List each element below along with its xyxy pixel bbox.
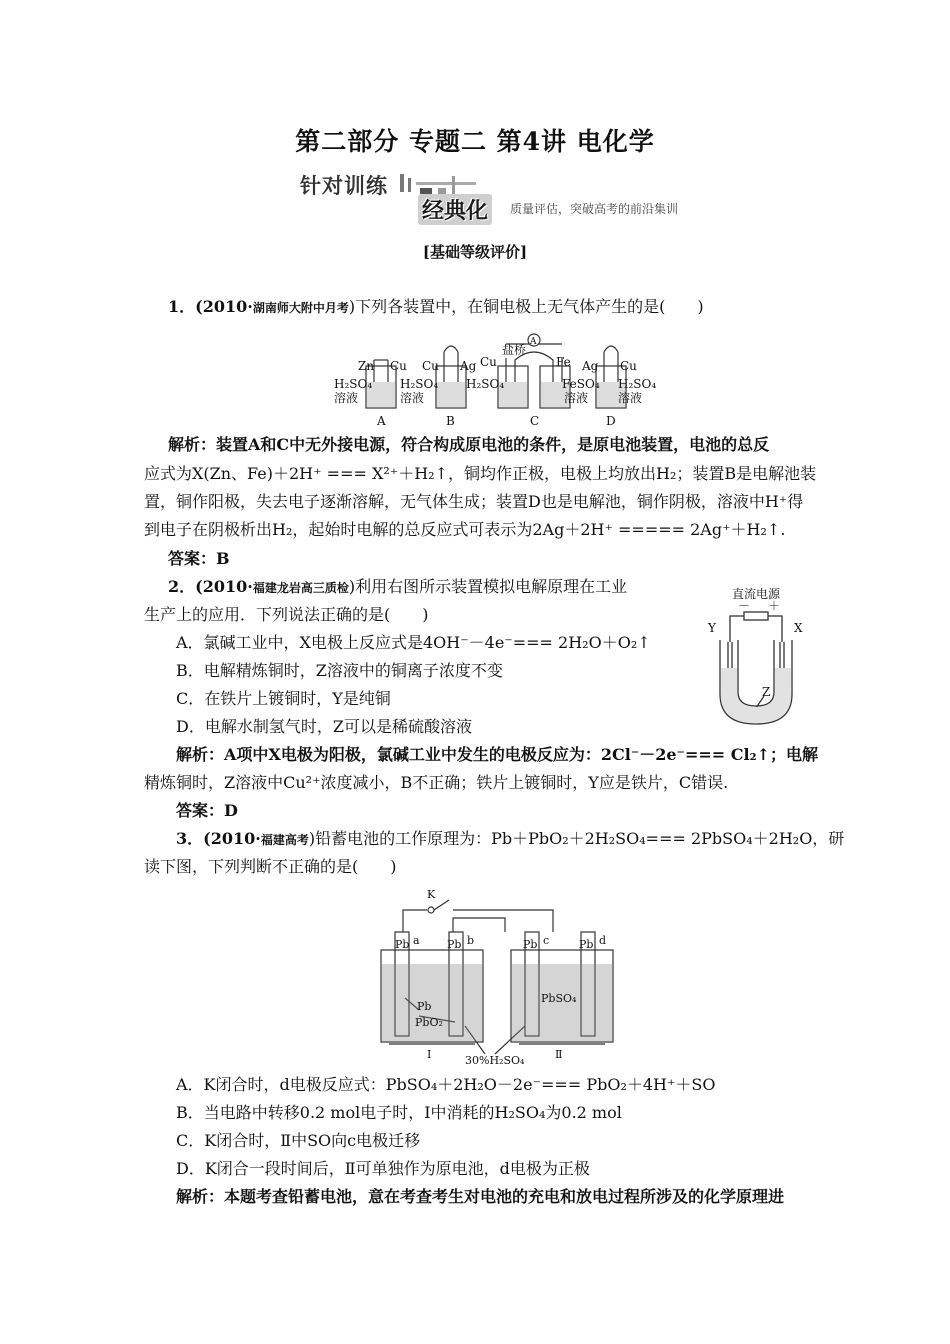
q2-fig-minus: － (738, 599, 751, 613)
q2-fig-y: Y (708, 621, 716, 635)
q3-option-b: B．当电路中转移0.2 mol电子时，Ⅰ中消耗的H₂SO₄为0.2 mol (176, 1103, 622, 1122)
q1-fig-label-c: C (530, 414, 540, 428)
q1-fig-cu-c: Cu (480, 355, 497, 369)
q3-text: )铅蓄电池的工作原理为：Pb＋PbO₂＋2H₂SO₄=== 2PbSO₄＋2H₂O，研 (308, 829, 845, 848)
q2-answer: 答案：D (176, 801, 238, 820)
q1-fig-h2so4-a: H₂SO₄ (334, 377, 373, 391)
q1-fig-label-b: B (446, 414, 455, 428)
q3-number: 3．(2010· (176, 829, 261, 848)
q2-text: )利用右图所示装置模拟电解原理在工业 (348, 577, 628, 596)
q1-analysis-1: 解析：装置A和C中无外接电源，符合构成原电池的条件，是原电池装置，电池的总反 (168, 435, 770, 454)
q3-fig-pb-d: Pb (579, 938, 594, 951)
q3-fig-label-c: c (543, 934, 550, 947)
q1-fig-rongye-a: 溶液 (334, 391, 359, 405)
q3-fig-pb-b: Pb (447, 938, 462, 951)
q1-stem (168, 293, 838, 322)
q3-fig-label-a: a (413, 934, 420, 947)
q3-fig-pbo2: PbO₂ (415, 1016, 443, 1029)
q3-figure (375, 886, 615, 1066)
q3-fig-label-d: d (599, 934, 607, 947)
banner-decor-icon (390, 172, 500, 194)
q3-source: 福建高考 (260, 833, 309, 847)
q3-analysis-1: 解析：本题考查铅蓄电池，意在考查考生对电池的充电和放电过程所涉及的化学原理进 (176, 1187, 785, 1206)
q2-option-c: C．在铁片上镀铜时，Y是纯铜 (176, 689, 391, 708)
q1-fig-cu-b: Cu (422, 359, 439, 373)
q2-source: 福建龙岩高三质检 (252, 581, 349, 595)
q1-number: 1．(2010· (168, 297, 253, 316)
q1-fig-ag-b: Ag (460, 359, 477, 373)
banner-slogan: 质量评估，突破高考的前沿集训 (510, 202, 679, 216)
q1-fig-ag-d: Ag (582, 359, 599, 373)
q1-fig-cu-a: Cu (390, 359, 407, 373)
q2-analysis-1: 解析：A项中X电极为阳极，氯碱工业中发生的电极反应为：2Cl⁻－2e⁻=== Cl₂↑；电解 (176, 745, 818, 764)
q1-fig-h2so4-c: H₂SO₄ (466, 377, 505, 391)
q1-fig-yanqiao: 盐桥 (502, 343, 527, 357)
q1-fig-cu-d: Cu (620, 359, 637, 373)
q3-fig-pb-a: Pb (395, 938, 410, 951)
q1-fig-feso4: FeSO₄ (562, 377, 600, 391)
q1-answer: 答案：B (168, 549, 230, 568)
q3-fig-pb-electrode: Pb (417, 1000, 432, 1013)
q3-fig-cell-i: Ⅰ (427, 1048, 432, 1061)
q2-figure (702, 584, 812, 734)
q1-fig-rongye-c: 溶液 (564, 391, 589, 405)
q1-fig-ammeter-icon: A (530, 337, 537, 347)
q3-fig-cell-ii: Ⅱ (555, 1048, 563, 1061)
q1-fig-rongye-b: 溶液 (400, 391, 425, 405)
q1-figure (330, 330, 660, 430)
q3-stem-2: 读下图，下列判断不正确的是( ) (144, 857, 397, 876)
q3-option-a: A．K闭合时，d电极反应式：PbSO₄＋2H₂O－2e⁻=== PbO₂＋4H⁺＋SO (176, 1075, 716, 1094)
q2-number: 2．(2010· (168, 577, 253, 596)
q3-option-d: D．K闭合一段时间后，Ⅱ可单独作为原电池，d电极为正极 (176, 1159, 590, 1178)
q3-fig-pbso4: PbSO₄ (541, 992, 577, 1005)
q1-fig-label-a: A (377, 414, 386, 428)
q2-fig-power: 直流电源 (732, 587, 781, 601)
q3-fig-label-b: b (467, 934, 475, 947)
q2-fig-x: X (794, 621, 803, 635)
q2-option-b: B．电解精炼铜时，Z溶液中的铜离子浓度不变 (176, 661, 503, 680)
q3-fig-k: K (427, 888, 436, 901)
q3-stem-1 (176, 825, 846, 854)
q2-fig-plus: ＋ (768, 599, 781, 613)
q1-source: 湖南师大附中月考 (252, 301, 349, 315)
q1-text: )下列各装置中，在铜电极上无气体产生的是( ) (348, 297, 704, 316)
banner-left-text: 针对训练 (300, 173, 388, 198)
q1-fig-label-d: D (606, 414, 616, 428)
banner-big-text: 经典化 (418, 194, 492, 225)
q1-fig-zn: Zn (358, 359, 375, 373)
q3-option-c: C．K闭合时，Ⅱ中SO向c电极迁移 (176, 1131, 421, 1150)
q1-fig-h2so4-b: H₂SO₄ (400, 377, 439, 391)
q1-fig-rongye-d: 溶液 (618, 391, 643, 405)
q2-option-a: A．氯碱工业中，X电极上反应式是4OH⁻－4e⁻=== 2H₂O＋O₂↑ (176, 633, 651, 652)
q2-option-d: D．电解水制氢气时，Z可以是稀硫酸溶液 (176, 717, 472, 736)
q3-fig-acid: 30%H₂SO₄ (465, 1054, 525, 1066)
q1-fig-h2so4-d: H₂SO₄ (618, 377, 657, 391)
training-banner (300, 168, 700, 228)
section-heading: [基础等级评价] (422, 243, 528, 261)
q1-fig-fe: Fe (556, 355, 571, 369)
q1-analysis-2: 应式为X(Zn、Fe)＋2H⁺ === X²⁺＋H₂↑，铜均作正极，电极上均放出H₂；装置B是电解池装 (144, 464, 817, 483)
q2-fig-z: Z (762, 685, 771, 699)
page-title: 第二部分 专题二 第4讲 电化学 (295, 127, 655, 156)
q1-analysis-3: 置，铜作阳极，失去电子逐渐溶解，无气体生成；装置D也是电解池，铜作阴极，溶液中H⁺得 (144, 492, 804, 511)
q1-analysis-4: 到电子在阴极析出H₂，起始时电解的总反应式可表示为2Ag＋2H⁺ ===== 2Ag⁺＋H₂↑. (144, 520, 786, 539)
q2-stem-2: 生产上的应用．下列说法正确的是( ) (144, 605, 429, 624)
q2-analysis-2: 精炼铜时，Z溶液中Cu²⁺浓度减小，B不正确；铁片上镀铜时，Y应是铁片，C错误. (144, 773, 729, 792)
q3-fig-pb-c: Pb (523, 938, 538, 951)
